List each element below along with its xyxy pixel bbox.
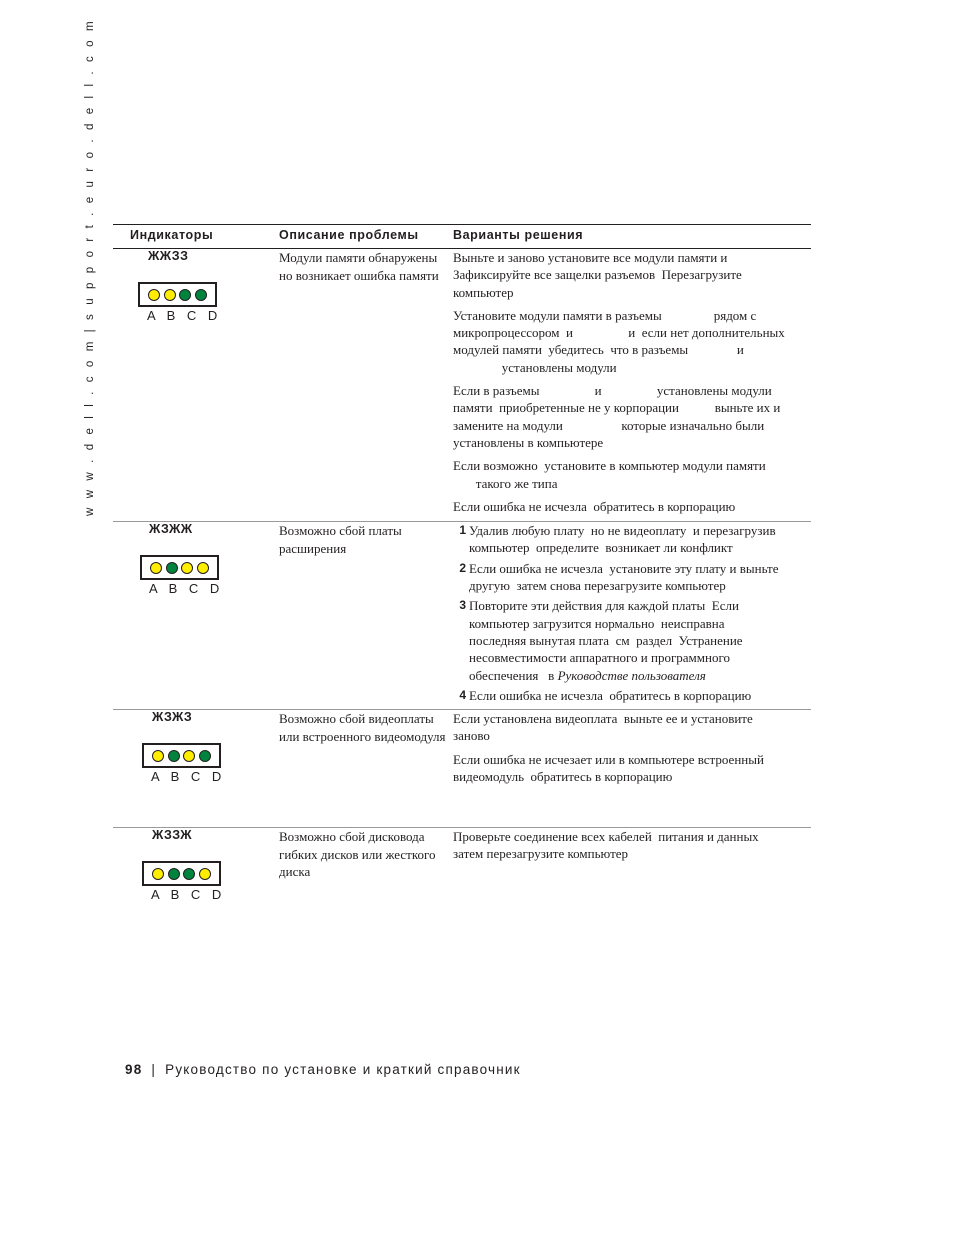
indicator-cell: [113, 522, 279, 710]
diagnostic-light-c: [183, 868, 195, 880]
step-text-body: Если ошибка не исчезла установите эту плату и выньте другую затем снова перезагрузите компьютер: [469, 560, 779, 594]
solution-paragraph: Если возможно установите в компьютер модули памяти такого же типа: [453, 458, 766, 491]
solution-paragraph: Если ошибка не исчезла обратитесь в корпорацию: [453, 498, 736, 514]
solutions-cell: [453, 522, 811, 710]
solution-paragraph: Установите модули памяти в разъемы рядом с микропроцессором и и если нет дополнительных модулей памяти убедитесь что в разъемы и установлены модули: [453, 307, 785, 375]
indicator-group: [138, 249, 279, 323]
solutions-cell: [453, 828, 811, 928]
diagnostic-light-b: [168, 868, 180, 880]
solution-paragraph: Если в разъемы и установлены модули памяти приобретенные не у корпорации выньте их и замените на модули которые изначально были установлены в компьютере: [453, 383, 781, 450]
diagnostic-light-c: [181, 562, 193, 574]
table-row: [113, 249, 811, 522]
light-labels: A B C D: [147, 308, 222, 323]
footer-title: Руководство по установке и краткий справочник: [165, 1062, 521, 1077]
light-code: ЖЖЗЗ: [148, 249, 189, 263]
diagnostic-light-d: [199, 868, 211, 880]
problem-description: Возможно сбой видеоплаты или встроенного видеомодуля: [279, 710, 453, 828]
indicator-cell: [113, 828, 279, 928]
diagnostic-lights-panel: [138, 282, 217, 307]
light-labels: A B C D: [151, 887, 226, 903]
solution-step: [449, 687, 811, 704]
diagnostic-lights-table: [113, 224, 811, 928]
diagnostic-light-d: [197, 562, 209, 574]
solution-step: [449, 597, 811, 683]
indicator-group: [142, 828, 279, 902]
page-number: 98: [125, 1062, 143, 1077]
header-solutions: Варианты решения: [453, 225, 811, 249]
solutions-cell: [453, 710, 811, 828]
step-text: [469, 597, 743, 683]
diagnostic-light-a: [150, 562, 162, 574]
step-number: 4: [459, 687, 466, 702]
solution-paragraph: Выньте и заново установите все модули памяти и Зафиксируйте все защелки разъемов Перезагрузите компьютер: [453, 250, 742, 300]
light-labels: A B C D: [151, 769, 226, 785]
step-number: 2: [459, 560, 466, 575]
indicator-group: [140, 522, 279, 596]
header-indicators: Индикаторы: [113, 225, 279, 249]
diagnostic-light-c: [179, 289, 191, 301]
diagnostic-light-a: [152, 750, 164, 762]
diagnostic-light-a: [152, 868, 164, 880]
light-code: ЖЗЗЖ: [152, 828, 193, 843]
solution-paragraph: Проверьте соединение всех кабелей питания и данных затем перезагрузите компьютер: [453, 829, 759, 862]
light-labels: A B C D: [149, 581, 224, 597]
diagnostic-light-b: [166, 562, 178, 574]
solution-paragraph: Если ошибка не исчезает или в компьютере встроенный видеомодуль обратитесь в корпорацию: [453, 751, 764, 785]
indicator-group: [142, 710, 279, 784]
diagnostic-light-d: [195, 289, 207, 301]
diagnostic-light-b: [164, 289, 176, 301]
table-row: [113, 522, 811, 710]
problem-description: Модули памяти обнаружены но возникает ошибка памяти: [279, 249, 453, 522]
table-header-row: [113, 225, 811, 249]
step-text-body: Удалив любую плату но не видеоплату и перезагрузив компьютер определите возникает ли конфликт: [469, 523, 776, 556]
diagnostic-lights-panel: [142, 743, 221, 768]
diagnostic-lights-panel: [142, 861, 221, 886]
indicator-cell: [113, 249, 279, 522]
solution-step: [449, 560, 811, 595]
step-number: 3: [459, 598, 466, 613]
table-row: [113, 828, 811, 928]
light-code: ЖЗЖЗ: [152, 710, 193, 725]
solution-step: [449, 522, 811, 557]
solutions-cell: [453, 249, 811, 522]
problem-description: Возможно сбой дисковода гибких дисков или жесткого диска: [279, 829, 436, 880]
table-body: [113, 249, 811, 928]
header-description: Описание проблемы: [279, 225, 453, 249]
solution-paragraph: Если установлена видеоплата выньте ее и установите заново: [453, 711, 753, 744]
step-text: [469, 560, 778, 595]
problem-description: Возможно сбой платы расширения: [279, 522, 453, 710]
step-text: [469, 687, 751, 704]
diagnostic-light-b: [168, 750, 180, 762]
step-text: [469, 522, 776, 557]
diagnostic-light-d: [199, 750, 211, 762]
light-code: ЖЗЖЖ: [149, 522, 193, 537]
side-url-text: w w w . d e l l . c o m | s u p p o r t . e u r o . d e l l . c o m: [84, 18, 96, 516]
diagnostic-light-c: [183, 750, 195, 762]
indicator-cell: [113, 710, 279, 828]
diagnostic-light-a: [148, 289, 160, 301]
step-text-body: Повторите эти действия для каждой платы Если компьютер загрузится нормально неисправна последняя вынутая плата см раздел Устранение несовместимости аппаратного и программного обеспечения в: [469, 598, 743, 683]
step-text-body: Если ошибка не исчезла обратитесь в корпорацию: [469, 687, 752, 703]
footer-separator: |: [151, 1062, 157, 1077]
diagnostic-lights-panel: [140, 555, 219, 580]
guide-reference: Руководстве пользователя: [557, 667, 706, 683]
table-row: [113, 710, 811, 828]
step-number: 1: [459, 523, 466, 538]
page-footer: [125, 1062, 521, 1077]
